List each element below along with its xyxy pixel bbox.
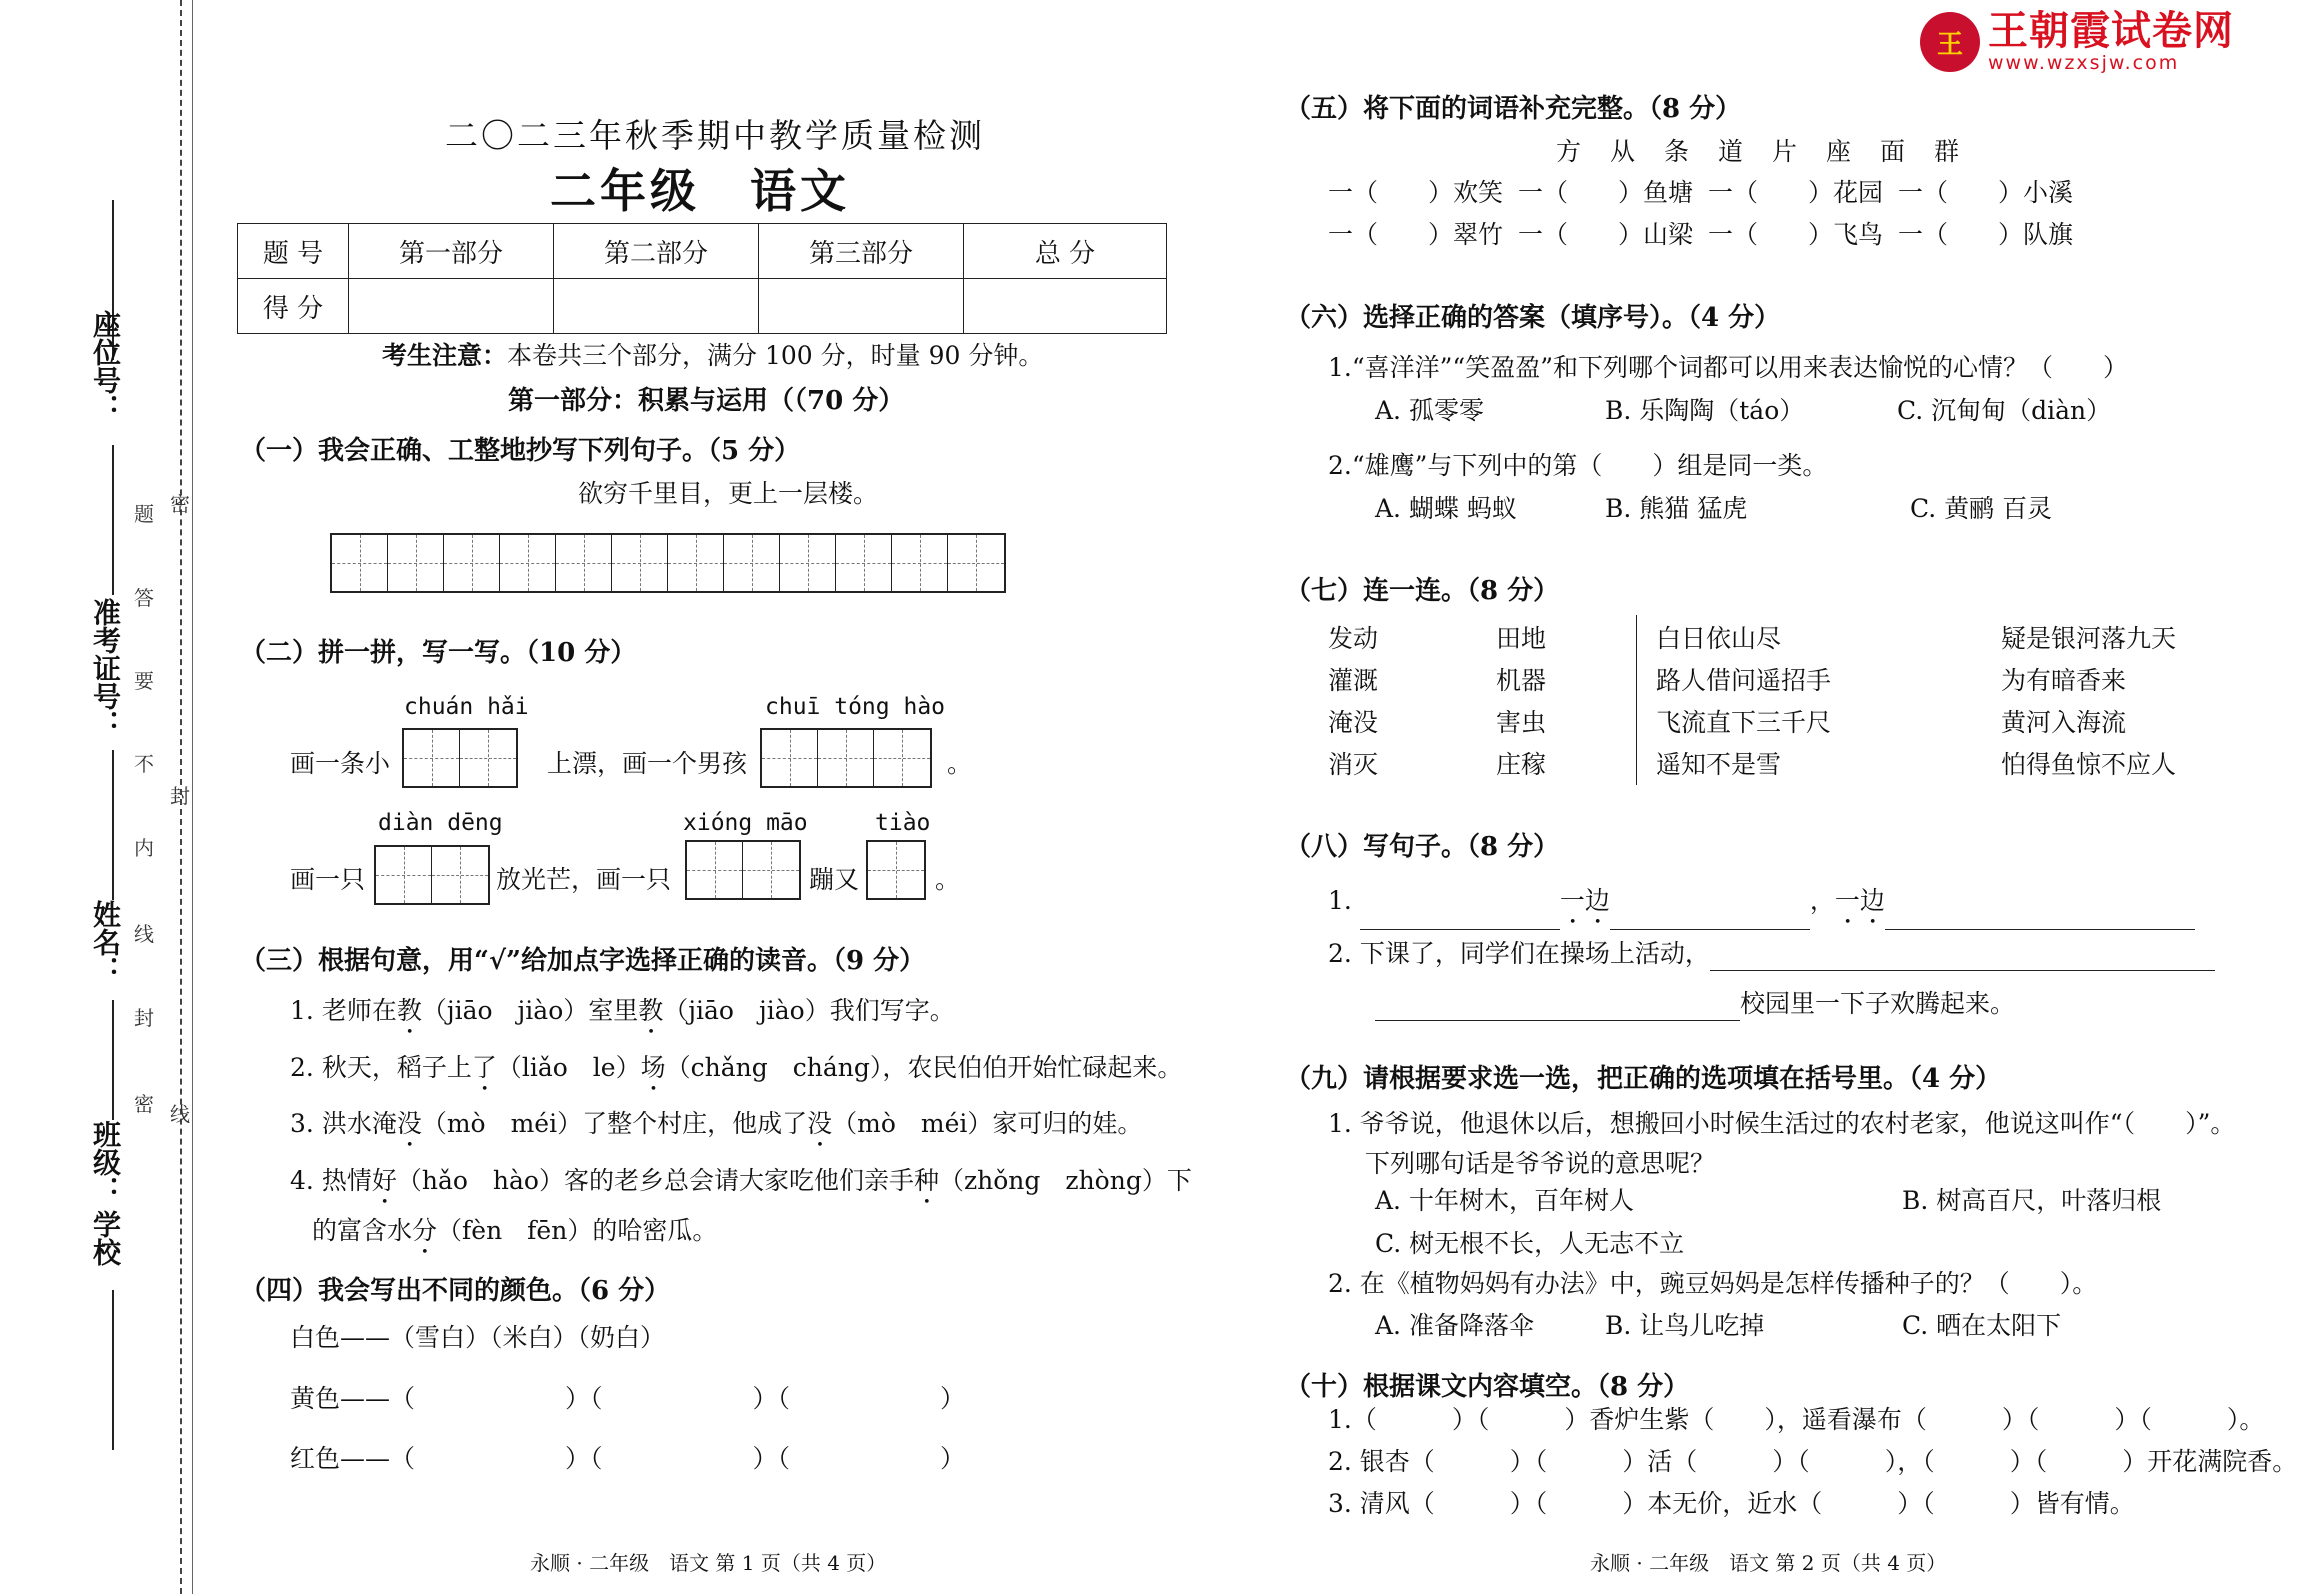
q2-grid-diandeng[interactable] [374, 845, 490, 905]
class-underline [112, 1000, 114, 1120]
q9-question-1a: 1. 爷爷说，他退休以后，想搬回小时候生活过的农村老家，他说这叫作“（ ）”。 [1328, 1109, 2236, 1138]
q10-line-3: 3. 清风（ ）（ ）本无价，近水（ ）（ ）皆有情。 [1328, 1489, 2135, 1518]
exam-title: 二〇二三年秋季期中教学质量检测 [445, 116, 985, 155]
q2-grid-tiao[interactable] [866, 840, 926, 900]
notice-label: 考生注意： [382, 341, 508, 370]
seal-char: 不 [134, 752, 154, 776]
q9-options-1c: C. 树无根不长，人无志不立 [1375, 1229, 1685, 1258]
seal-char: 封 [134, 1006, 154, 1030]
q4-row-white: 白色——（雪白）（米白）（奶白） [290, 1323, 666, 1352]
q8-line-2b[interactable]: 校园里一下子欢腾起来。 [1375, 988, 2015, 1021]
q6-title: （六）选择正确的答案（填序号）。（4 分） [1285, 303, 1781, 333]
q8-line-1[interactable]: 1. 一边 ，一边 [1328, 885, 2195, 930]
q6-question-1: 1.“喜洋洋”“笑盈盈”和下列哪个词都可以用来表达愉悦的心情？（ ） [1328, 353, 2128, 382]
q5-row-2: 一（ ）翠竹 一（ ）山梁 一（ ）飞鸟 一（ ）队旗 [1328, 220, 2074, 249]
ticket-underline [112, 445, 114, 595]
q2-text: 。 [947, 749, 973, 778]
q2-pinyin: xióng māo [683, 810, 808, 836]
brand-name: 王朝霞试卷网 [1988, 8, 2234, 54]
q9-question-1b: 下列哪句话是爷爷说的意思呢？ [1365, 1149, 1716, 1178]
q3-line-3: 3. 洪水淹没（mò méi）了整个村庄，他成了没（mò méi）家可归的娃。 [290, 1109, 1143, 1138]
class-label: 班级： [89, 1120, 122, 1204]
subject-title: 二年级 语文 [550, 164, 850, 218]
footer-page-1: 永顺 · 二年级 语文 第 1 页（共 4 页） [530, 1551, 887, 1575]
q2-text: 蹦又 [809, 865, 860, 894]
q7-row-3: 淹没 害虫 飞流直下三千尺 黄河入海流 [1328, 708, 2127, 737]
q6-options-2: A. 蝴蝶 蚂蚁 B. 熊猫 猛虎 C. 黄鹂 百灵 [1375, 494, 2053, 523]
q1-writing-grid[interactable] [330, 533, 1006, 593]
footer-page-2: 永顺 · 二年级 语文 第 2 页（共 4 页） [1590, 1551, 1947, 1575]
q2-text: 放光芒，画一只 [496, 865, 672, 894]
score-header-cell: 第三部分 [759, 224, 964, 279]
seal-char: 密 [134, 1092, 154, 1116]
name-label: 姓名： [89, 900, 122, 984]
ticket-number-label: 准考证号： [89, 598, 122, 738]
notice-text: 本卷共三个部分，满分 100 分，时量 90 分钟。 [507, 341, 1044, 370]
seat-number-label: 座位号： [89, 310, 122, 422]
score-input-cell[interactable] [554, 279, 759, 334]
score-header-cell: 第一部分 [349, 224, 554, 279]
exam-notice [382, 340, 1043, 373]
q5-word-bank: 方 从 条 道 片 座 面 群 [1556, 137, 1962, 166]
part1-title: 第一部分：积累与运用（（70 分） [508, 386, 905, 416]
score-table [237, 223, 1167, 334]
q3-line-4b: 的富含水分（fèn fēn）的哈密瓜。 [312, 1216, 718, 1245]
q4-title: （四）我会写出不同的颜色。（6 分） [240, 1276, 671, 1306]
q10-line-1: 1.（ ）（ ）香炉生紫（ ），遥看瀑布（ ）（ ）（ ）。 [1328, 1405, 2265, 1434]
q1-title: （一）我会正确、工整地抄写下列句子。（5 分） [240, 436, 801, 466]
q7-title: （七）连一连。（8 分） [1285, 576, 1560, 606]
score-label-cell: 得 分 [238, 279, 349, 334]
q7-row-1: 发动 田地 白日依山尽 疑是银河落九天 [1328, 624, 2177, 653]
q6-options-1: A. 孤零零 B. 乐陶陶（táo） C. 沉甸甸（diàn） [1375, 396, 2112, 425]
q10-title: （十）根据课文内容填空。（8 分） [1285, 1372, 1690, 1402]
name-underline [112, 750, 114, 900]
q8-title: （八）写句子。（8 分） [1285, 832, 1560, 862]
q3-line-4: 4. 热情好（hǎo hào）客的老乡总会请大家吃他们亲手种（zhǒng zhòng）下 [290, 1166, 1192, 1195]
score-input-cell[interactable] [964, 279, 1167, 334]
q2-grid-xiongmao[interactable] [685, 840, 801, 900]
q5-row-1: 一（ ）欢笑 一（ ）鱼塘 一（ ）花园 一（ ）小溪 [1328, 178, 2074, 207]
score-input-cell[interactable] [759, 279, 964, 334]
q10-line-2: 2. 银杏（ ）（ ）活（ ）（ ），（ ）（ ）开花满院香。 [1328, 1447, 2298, 1476]
seal-char: 封 [170, 784, 190, 808]
score-header-cell: 总 分 [964, 224, 1167, 279]
q1-sentence: 欲穷千里目，更上一层楼。 [578, 479, 879, 508]
q9-options-2: A. 准备降落伞 B. 让鸟儿吃掉 C. 晒在太阳下 [1375, 1311, 2062, 1340]
q2-pinyin: chuī tóng hào [765, 694, 946, 720]
score-header-cell: 第二部分 [554, 224, 759, 279]
q2-text: 画一条小 [290, 749, 391, 778]
q3-line-1: 1. 老师在教（jiāo jiào）室里教（jiāo jiào）我们写字。 [290, 996, 955, 1025]
seal-char: 密 [170, 492, 190, 516]
seal-char: 内 [134, 836, 154, 860]
seal-char: 线 [170, 1102, 190, 1126]
seal-char: 题 [134, 502, 154, 526]
seal-char: 要 [134, 669, 154, 693]
q3-title: （三）根据句意，用“√”给加点字选择正确的读音。（9 分） [240, 946, 926, 976]
q2-pinyin: chuán hǎi [404, 694, 529, 720]
q2-title: （二）拼一拼，写一写。（10 分） [240, 638, 637, 668]
q7-row-2: 灌溉 机器 路人借问遥招手 为有暗香来 [1328, 666, 2127, 695]
q2-text: 。 [935, 865, 961, 894]
q9-question-2: 2. 在《植物妈妈有办法》中，豌豆妈妈是怎样传播种子的？（ ）。 [1328, 1269, 2098, 1298]
q4-row-red: 红色——（ ）（ ）（ ） [290, 1444, 966, 1473]
brand-emblem-icon: 王 [1920, 12, 1980, 72]
q6-question-2: 2.“雄鹰”与下列中的第（ ）组是同一类。 [1328, 451, 1828, 480]
q8-line-2[interactable]: 2. 下课了，同学们在操场上活动， [1328, 938, 2215, 971]
margin-line-2 [192, 0, 193, 1594]
school-label: 学校 [89, 1210, 122, 1266]
q2-text: 上漂，画一个男孩 [547, 749, 748, 778]
q9-title: （九）请根据要求选一选，把正确的选项填在括号里。（4 分） [1285, 1064, 2002, 1094]
school-underline [112, 1290, 114, 1450]
score-input-cell[interactable] [349, 279, 554, 334]
q9-options-1: A. 十年树木，百年树人 B. 树高百尺，叶落归根 [1375, 1186, 2162, 1215]
q2-pinyin: tiào [875, 810, 931, 836]
q2-grid-chuanhai[interactable] [402, 728, 518, 788]
brand-logo [1920, 10, 2234, 74]
brand-url: www.wzxsjw.com [1988, 52, 2180, 74]
score-header-cell: 题 号 [238, 224, 349, 279]
q3-line-2: 2. 秋天，稻子上了（liǎo le）场（chǎng cháng），农民伯伯开始忙碌起来。 [290, 1053, 1183, 1082]
q2-text: 画一只 [290, 865, 366, 894]
q7-row-4: 消灭 庄稼 遥知不是雪 怕得鱼惊不应人 [1328, 750, 2177, 779]
seal-char: 答 [134, 586, 154, 610]
seal-char: 线 [134, 922, 154, 946]
q2-grid-chuitonghao[interactable] [760, 728, 932, 788]
q2-pinyin: diàn dēng [378, 810, 503, 836]
q5-title: （五）将下面的词语补充完整。（8 分） [1285, 94, 1742, 124]
q4-row-yellow: 黄色——（ ）（ ）（ ） [290, 1384, 966, 1413]
